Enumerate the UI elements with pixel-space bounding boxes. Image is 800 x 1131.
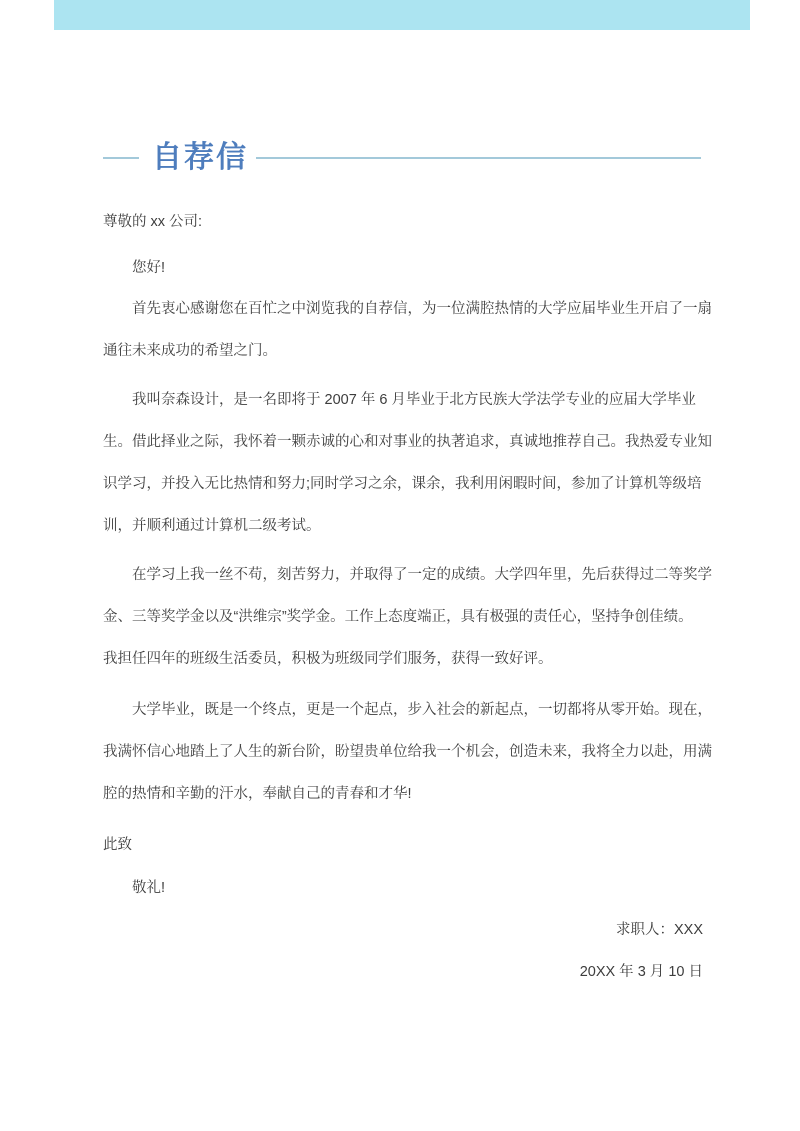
paragraph-3 — [103, 554, 712, 680]
paragraph-4 — [103, 689, 712, 815]
title-right-rule — [256, 157, 701, 159]
paragraph-2-line-1: 我叫奈森设计，是一名即将于 2007 年 6 月毕业于北方民族大学法学专业的应届大学毕业 — [132, 392, 696, 408]
salutation-text: 尊敬的 xx 公司: — [103, 214, 203, 230]
title-row — [103, 140, 701, 176]
title-left-rule — [103, 157, 139, 159]
paragraph-2-line-3: 识学习，并投入无比热情和努力;同时学习之余，课余，我利用闲暇时间，参加了计算机等级培 — [103, 476, 702, 492]
paragraph-3-line-3: 我担任四年的班级生活委员，积极为班级同学们服务，获得一致好评。 — [103, 651, 553, 667]
greeting-line — [103, 247, 703, 289]
paragraph-4-line-1: 大学毕业，既是一个终点，更是一个起点，步入社会的新起点，一切都将从零开始。现在， — [132, 702, 712, 718]
paragraph-4-line-2: 我满怀信心地踏上了人生的新台阶，盼望贵单位给我一个机会，创造未来，我将全力以赴，用满 — [103, 744, 712, 760]
paragraph-3-line-1: 在学习上我一丝不苟，刻苦努力，并取得了一定的成绩。大学四年里，先后获得过二等奖学 — [132, 567, 712, 583]
greeting-text: 您好! — [132, 260, 166, 276]
date-line — [103, 951, 703, 993]
closing-text: 此致 — [103, 837, 132, 853]
closing-line — [103, 824, 703, 866]
paragraph-4-line-3: 腔的热情和辛勤的汗水，奉献自己的青春和才华! — [103, 786, 412, 802]
signature-line — [103, 909, 703, 951]
paragraph-1-line-1: 首先衷心感谢您在百忙之中浏览我的自荐信，为一位满腔热情的大学应届毕业生开启了一扇 — [132, 301, 712, 317]
paragraph-1 — [103, 288, 712, 372]
signature-text: 求职人：XXX — [615, 922, 703, 938]
header-band — [54, 0, 750, 30]
paragraph-2 — [103, 379, 712, 547]
salute-text: 敬礼! — [132, 880, 166, 896]
paragraph-3-line-2: 金、三等奖学金以及“洪维宗”奖学金。工作上态度端正，具有极强的责任心，坚持争创佳绩。 — [103, 609, 693, 625]
paragraph-2-line-2: 生。借此择业之际，我怀着一颗赤诚的心和对事业的执著追求，真诚地推荐自己。我热爱专业知 — [103, 434, 712, 450]
page-title: 自荐信 — [152, 141, 248, 174]
salutation-line — [103, 201, 703, 243]
date-text: 20XX 年 3 月 10 日 — [579, 964, 703, 980]
salute-line — [103, 867, 703, 909]
paragraph-1-line-2: 通往未来成功的希望之门。 — [103, 343, 277, 359]
paragraph-2-line-4: 训，并顺利通过计算机二级考试。 — [103, 518, 321, 534]
